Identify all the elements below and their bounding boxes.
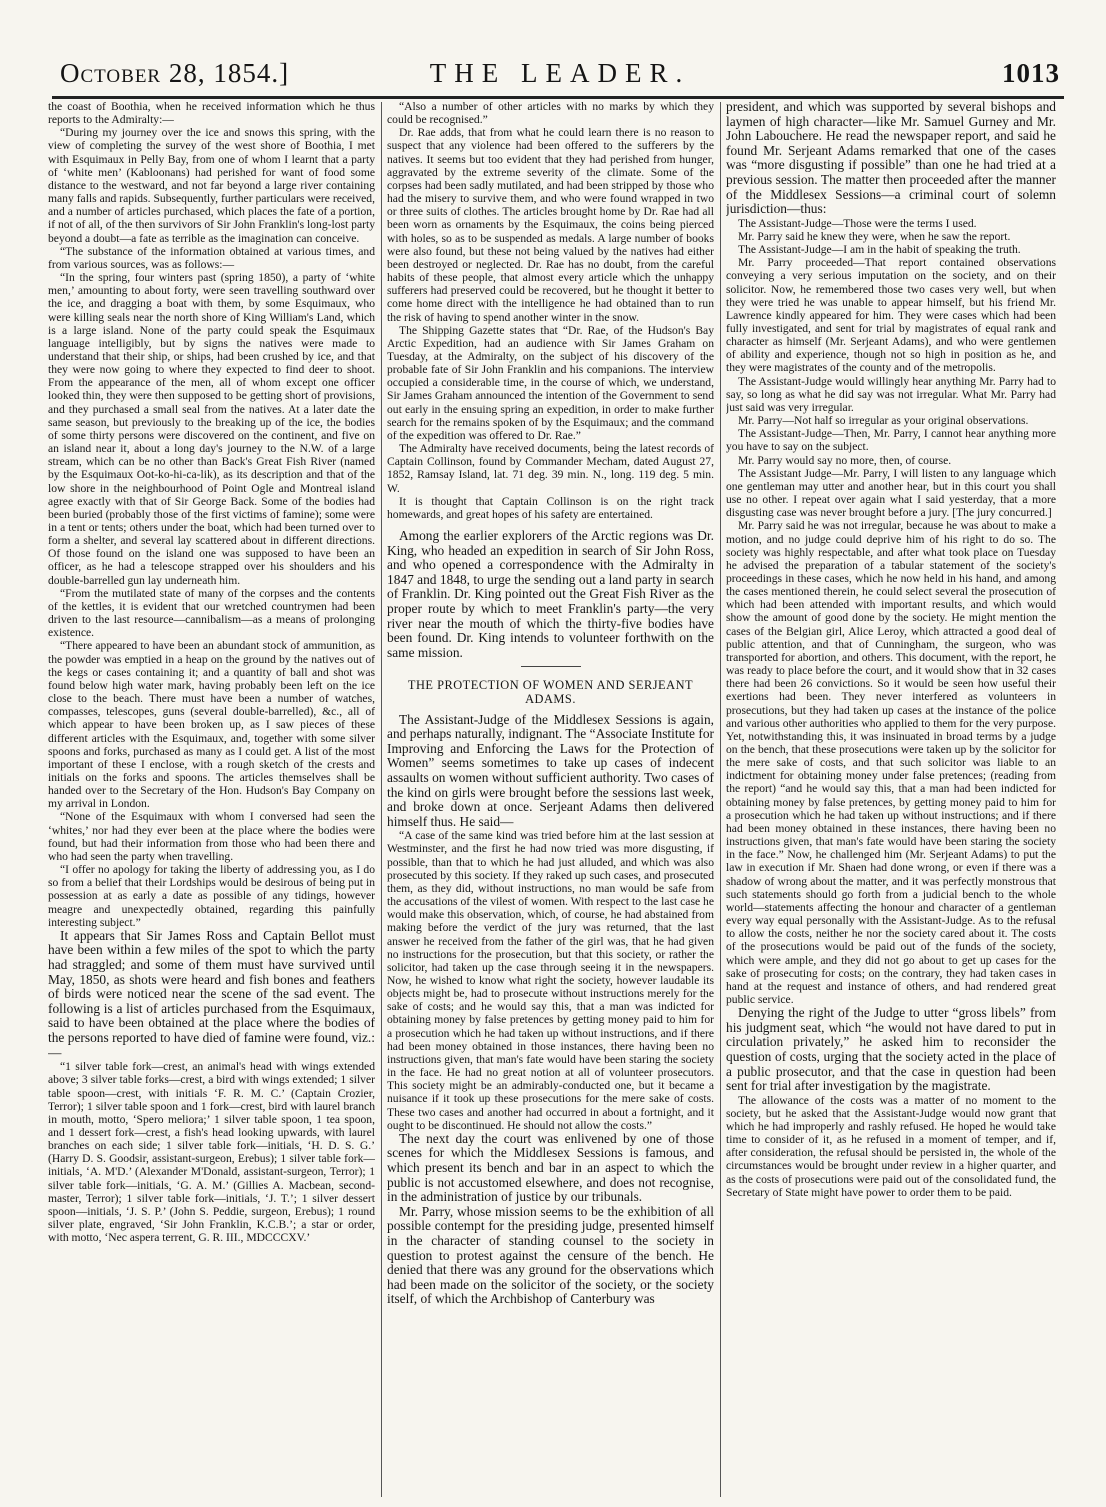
page-number: 1013 [1002,58,1060,88]
paragraph: “Also a number of other articles with no marks by which they could be recognised.” [387,100,714,127]
paragraph: “1 silver table fork—crest, an animal's head with wings extended above; 3 silver table forks—crest, a bird with wings extended; 1 silver table spoon—crest, with initials ‘F. R. M. C.’ (Captain Crozier, Terror); 1 silver table spoon and 1 fork—crest, bird with laurel branch in mouth, motto, ‘Spero meliora;’ 1 silver table spoon, 1 tea spoon, and 1 dessert fork—crest, a fish's head looking upwards, with laurel branches on each side; 1 silver table fork—initials, ‘H. D. S. G.’ (Harry D. S. Goodsir, assistant-surgeon, Erebus); 1 silver table fork—initials, ‘A. M'D.’ (Alexander M'Donald, assistant-surgeon, Terror); 1 silver table fork—initials, ‘G. A. M.’ (Gillies A. Macbean, second-master, Terror); 1 silver table fork—initials, ‘J. T.’; 1 silver dessert spoon—initials, ‘J. S. P.’ (John S. Peddie, surgeon, Erebus); 1 round silver plate, engraved, ‘Sir John Franklin, K.C.B.’; a star or order, with motto, ‘Nec aspera terrent, G. R. III., MDCCCXV.’ [48,1060,375,1245]
masthead [60,52,1060,92]
paragraph: “I offer no apology for taking the liberty of addressing you, as I do so from a belief that their Lordships would be desirous of being put in possession at as early a date as possible of any tidings, however meagre and unexpectedly obtained, regarding this painfully interesting subject.” [48,863,375,929]
paragraph: The Shipping Gazette states that “Dr. Rae, of the Hudson's Bay Arctic Expedition, had an audience with Sir James Graham on Tuesday, at the Admiralty, on the subject of his discovery of the probable fate of Sir John Franklin and his companions. The interview occupied a considerable time, in the course of which, we understand, Sir James Graham announced the intention of the Government to send out early in the ensuing spring an expedition, in order to make further search for the remains spoken of by the Esquimaux; and the command of the expedition was offered to Dr. Rae.” [387,323,714,442]
paragraph: “During my journey over the ice and snows this spring, with the view of completing the survey of the west shore of Boothia, I met with Esquimaux in Pelly Bay, from one of whom I learnt that a party of ‘white men’ (Kabloonans) had perished for want of food some distance to the westward, and not far beyond a large river containing many falls and rapids. Subsequently, further particulars were received, and a number of articles purchased, which places the fate of a portion, if not of all, of the then survivors of Sir John Franklin's long-lost party beyond a doubt—a fate as terrible as the imagination can conceive. [48,126,375,245]
paragraph: The Admiralty have received documents, being the latest records of Captain Collinson, found by Commander Mecham, dated August 27, 1852, Ramsay Island, lat. 71 deg. 39 min. N., long. 119 deg. 5 min. W. [387,442,714,495]
paragraph: It is thought that Captain Collinson is on the right track homewards, and great hopes of his safety are entertained. [387,494,714,521]
paragraph: Mr. Parry—Not half so irregular as your original observations. [738,414,1029,428]
paragraph: Mr. Parry said he knew they were, when he saw the report. [738,229,1011,243]
paragraph: “There appeared to have been an abundant stock of ammunition, as the powder was emptied in a heap on the ground by the natives out of the kegs or cases containing it; and a quantity of ball and shot was found below high water mark, having probably been left on the ice close to the beach. There must have been a number of watches, compasses, telescopes, guns (several double-barrelled), &c., all of which appear to have been broken up, as I saw pieces of these different articles with the Esquimaux, and, together with some silver spoons and forks, purchased as many as I could get. A list of the most important of these I enclose, with a rough sketch of the crests and initials on the forks and spoons. The articles themselves shall be handed over to the Secretary of the Hon. Hudson's Bay Company on my arrival in London. [48,639,375,811]
masthead-rule [52,96,1064,99]
article-heading: THE PROTECTION OF WOMEN AND SERJEANT ADAMS. [407,678,694,706]
newspaper-title: THE LEADER. [429,58,691,88]
paragraph: “From the mutilated state of many of the corpses and the contents of the kettles, it is evident that our wretched countrymen had been driven to the last resource—cannibalism—as a means of prolonging existence. [48,586,375,640]
column-1 [48,100,375,1500]
issue-date: October 28, 1854.] [60,58,290,88]
paragraph: Mr. Parry would say no more, then, of course. [738,453,952,467]
section-rule [521,666,581,667]
paragraph: “None of the Esquimaux with whom I conversed had seen the ‘whites,’ nor had they ever been at the place where the bodies were found, but had their information from those who had been there and who had seen the party when travelling. [48,810,375,863]
paragraph: The Assistant Judge—Mr. Parry, I will listen to any language which one gentleman may utter and another hear, but in this court you shall use no other. I repeat over again what I said yesterday, that a more disgusting case was never brought before a jury. [The jury concurred.] [726,466,1056,520]
column-2 [387,100,714,1500]
paragraph: The Assistant-Judge of the Middlesex Sessions is again, and perhaps naturally, indignant. The “Associate Institute for Improving and Enforcing the Laws for the Protection of Women” seems sometimes to take up cases of indecent assaults on women without sufficient authority. Two cases of the kind on girls were brought before the sessions last week, and broke down at once. Serjeant Adams then delivered himself thus. He said— [387,711,714,829]
paragraph: The allowance of the costs was a matter of no moment to the society, but he asked that the Assistant-Judge would now grant that which he had improperly and rashly refused. He hoped he would take time to consider of it, as he refused in a moment of temper, and if, after consideration, the refusal should be persisted in, the whole of the circumstances would be brought under review in a higher quarter, and as the costs of prosecutions were paid out of the consolidated fund, the Secretary of State might have power to order them to be paid. [726,1093,1056,1199]
paragraph: Mr. Parry proceeded—That report contained observations conveying a very serious imputation on the society, and on their solicitor. Now, he remembered those two cases very well, but when they were tried he was unable to appear himself, but his friend Mr. Lawrence kindly appeared for him. They were cases which had been fully investigated, and sent for trial by magistrates of equal rank and character as himself (Mr. Serjeant Adams), and who were gentlemen of ability and experience, though not so high in position as he, and they were magistrates of the county and of the metropolis. [726,256,1056,375]
paragraph: The Assistant-Judge would willingly hear anything Mr. Parry had to say, so long as what he did say was not irregular. What Mr. Parry had just said was very irregular. [726,374,1056,414]
paragraph: The Assistant-Judge—Then, Mr. Parry, I cannot hear anything more you have to say on the subject. [726,427,1056,454]
column-3 [726,100,1056,1500]
column-divider [381,102,382,1497]
paragraph: Mr. Parry said he was not irregular, because he was about to make a motion, and no judge could deprive him of his right to do so. The society was highly respectable, and after what took place on Tuesday he advised the preparation of a tabular statement of the society's proceedings in these cases, which he now held in his hand, and among the cases mentioned therein, he could select several the prosecution of which had been attended with important results, and which would show the amount of good done by the society. He might mention the cases of the Belgian girl, Alice Leroy, which attracted a good deal of public attention, and that of Cunningham, the surgeon, who was transported for abortion, and others. This document, with the report, he was ready to place before the court, and it would show that in 32 cases there had been 26 convictions. So it would be seen how useful their exertions had been. They never interfered as volunteers in prosecutions, but they had taken up cases at the instance of the police and various other authorities who applied to them for the very purpose. Yet, notwithstanding this, it was insinuated in broad terms by a judge on the bench, that these prosecutions were taken up by the solicitor for the mere sake of costs, and that such solicitor was liable to an indictment for obtaining money under false pretences; (reading from the report) “and he would say this, that a man had been indicted for obtaining money by false pretences, by getting money paid to him for a prosecution which he had taken up without instructions; and if there had been money obtained in these instances, there having been no instructions given, that man's fate would have been staring the society in the face.” Now, he challenged him (Mr. Serjeant Adams) to put the law in execution if Mr. Shaen had done wrong, or even if there was a shadow of wrong about the matter, and it was perfectly monstrous that such statements should go forth from a judicial bench to the whole world—statements affecting the honour and character of a gentleman every way equal personally with the Assistant-Judge. As to the refusal to allow the costs, neither he nor the society cared about it. The costs of the prosecutions would be paid out of the funds of the society, which were ample, and they did not go about to get up cases for the sake of prosecuting for costs; on the contrary, they had taken cases in hand at the request and instance of others, and had rendered great public service. [726,519,1056,1006]
paragraph: The Assistant-Judge—I am in the habit of speaking the truth. [738,243,1021,257]
paragraph: “In the spring, four winters past (spring 1850), a party of ‘white men,’ amounting to about forty, were seen travelling southward over the ice, and dragging a boat with them, by some Esquimaux, who were killing seals near the north shore of King William's Land, which is a large island. None of the party could speak the Esquimaux language intelligibly, but by signs the natives were made to understand that their ship, or ships, had been crushed by ice, and that they were now going to where they expected to find deer to shoot. From the appearance of the men, all of whom except one officer looked thin, they were then supposed to be getting short of provisions, and they purchased a small seal from the natives. At a later date the same season, but previously to the breaking up of the ice, the bodies of some thirty persons were discovered on the continent, and five on an island near it, about a long day's journey to the N.W. of a large stream, which can be no other than Back's Great Fish River (named by the Esquimaux Oot-ko-hi-ca-lik), as its description and that of the low shore in the neighbourhood of Point Ogle and Montreal island agree exactly with that of Sir George Back. Some of the bodies had been buried (probably those of the first victims of famine); some were in a tent or tents; others under the boat, which had been turned over to form a shelter, and several lay scattered about in different directions. Of those found on the island one was supposed to have been an officer, as he had a telescope strapped over his shoulders and his double-barrelled gun lay underneath him. [48,271,375,587]
paragraph: “The substance of the information obtained at various times, and from various sources, was as follows:— [48,244,375,271]
paragraph: the coast of Boothia, when he received information which he thus reports to the Admiralty:— [48,100,375,127]
paragraph: “A case of the same kind was tried before him at the last session at Westminster, and the first he had now tried was more disgusting, if possible, than that to which he had just alluded, and which was also prosecuted by this society. If they raked up such cases, and prosecuted them, as they did, without instructions, no man would be safe from the accusations of the vilest of women. With respect to the last case he would make this observation, which, of course, he had abstained from making before the verdict of the jury was returned, that the last answer he received from the father of the girl was, that he had given no instructions for the prosecution, but that this society, or rather the solicitor, had taken up the case through seeing it in the newspapers. Now, he wished to know what right the society, however laudable its objects might be, had to prosecute without instructions merely for the sake of costs; and he would say this, that a man was indicted for obtaining money by false pretences by getting money paid to him for a prosecution which he had taken up without instructions, and if there had been money obtained in those instances, there having been no instructions given, that man's fate would have been staring the society in the face. He had no great notion at all of volunteer prosecutors. This society might be an admirably-conducted one, but it became a nuisance if it took up these prosecutions for the mere sake of costs. These two cases and another had occurred in about a fortnight, and it ought to be discontinued. He should not allow the costs.” [387,829,714,1132]
column-divider [720,102,721,1497]
paragraph: The Assistant-Judge—Those were the terms I used. [738,216,977,230]
paragraph: It appears that Sir James Ross and Captain Bellot must have been within a few miles of the spot to which the party had straggled; and some of them must have survived until May, 1850, as shots were heard and fish bones and feathers of birds were noticed near the scene of the sad event. The following is a list of articles purchased from the Esquimaux, said to have been obtained at the place where the bodies of the persons reported to have died of famine were found, viz.:— [48,927,375,1060]
paragraph: Among the earlier explorers of the Arctic regions was Dr. King, who headed an expedition in search of Sir John Ross, and who opened a correspondence with the Admiralty in 1847 and 1848, to urge the sending out a land party in search of Franklin. Dr. King pointed out the Great Fish River as the proper route by which to meet Franklin's party—the very river near the mouth of which the thirty-five bodies have been found. Dr. King intends to volunteer forthwith on the same mission. [387,528,714,660]
paragraph: Denying the right of the Judge to utter “gross libels” from his judgment seat, which “he would not have dared to put in circulation privately,” he asked him to reconsider the question of costs, urging that the society acted in the place of a public prosecutor, and that the case in question had been sent for trial after investigation by the magistrate. [726,1005,1056,1094]
paragraph: president, and which was supported by several bishops and laymen of high character—like Mr. Samuel Gurney and Mr. John Labouchere. He read the newspaper report, and said he found Mr. Serjeant Adams remarked that one of the cases was “more disgusting if possible” than one he had tried at a previous session. The matter then proceeded after the manner of the Middlesex Sessions—a criminal court of solemn jurisdiction—thus: [726,100,1056,217]
paragraph: Dr. Rae adds, that from what he could learn there is no reason to suspect that any violence had been offered to the sufferers by the natives. It seems but too evident that they had perished from hunger, aggravated by the extreme severity of the climate. Some of the corpses had been sadly mutilated, and had been stripped by those who had the misery to survive them, and who were found wrapped in two or three suits of clothes. The articles brought home by Dr. Rae had all been worn as ornaments by the Esquimaux, the coins being pierced with holes, so as to be suspended as medals. A large number of books were also found, but these not being valued by the natives had either been destroyed or neglected. Dr. Rae has no doubt, from the careful habits of these people, that almost every article which the unhappy sufferers had preserved could be recovered, but he thought it better to come home direct with the intelligence he had obtained than to run the risk of having to spend another winter in the snow. [387,126,714,324]
paragraph: The next day the court was enlivened by one of those scenes for which the Middlesex Sessions is famous, and which present its bench and bar in an aspect to which the public is not accustomed elsewhere, and does not recognise, in the administration of justice by our tribunals. [387,1130,714,1205]
paragraph: Mr. Parry, whose mission seems to be the exhibition of all possible contempt for the presiding judge, presented himself in the character of standing counsel to the society in question to protest against the censure of the bench. He denied that there was any ground for the observations which had been made on the solicitor of the society, or the society itself, of which the Archbishop of Canterbury was [387,1203,714,1307]
